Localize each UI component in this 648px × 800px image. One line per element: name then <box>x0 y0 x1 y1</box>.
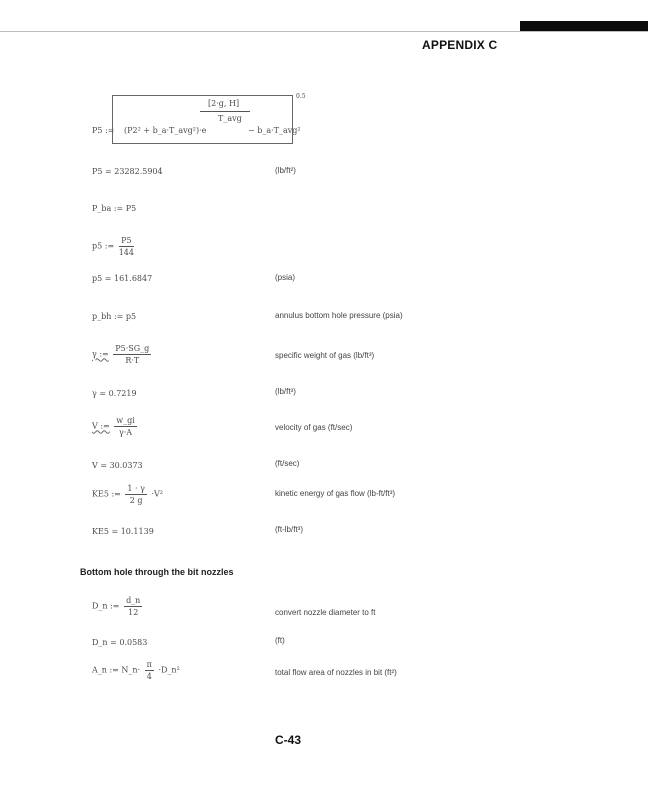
eq-gamma-def-den: R·T <box>125 356 140 365</box>
eq-p5-value: P5 = 23282.5904 <box>92 167 163 176</box>
big-eq-inner: (P2² + b_a·T_avg²)·e <box>124 126 207 135</box>
eq-velocity-def-fraction <box>114 416 137 437</box>
eq-p5-def <box>92 236 136 257</box>
eq-velocity-def-num: w_gi <box>116 416 135 425</box>
note-gamma-units: (lb/ft³) <box>275 387 296 396</box>
eq-ke-def-fraction <box>125 484 147 505</box>
eq-ke-value: KE5 = 10.1139 <box>92 527 154 536</box>
eq-dn-def-fraction <box>124 596 142 617</box>
eq-gamma-def-num: P5·SG_g <box>115 344 150 353</box>
note-nozzle-diameter: convert nozzle diameter to ft <box>275 608 376 617</box>
appendix-title: APPENDIX C <box>422 38 498 52</box>
note-psia: (psia) <box>275 273 296 282</box>
eq-an-def-den: 4 <box>146 672 152 681</box>
eq-an-def-fraction <box>145 660 154 681</box>
eq-pbh: p_bh := p5 <box>92 312 137 321</box>
eq-ke-def-num: 1 · γ <box>127 484 145 493</box>
eq-p5-def-den: 144 <box>118 248 134 257</box>
note-velocity-units: (ft/sec) <box>275 459 300 468</box>
big-eq-tail: − b_a·T_avg² <box>248 126 301 135</box>
eq-velocity-def-lhs: V := <box>92 421 110 431</box>
eq-ke-def-tail: ·V² <box>151 489 163 499</box>
eq-dn-value: D_n = 0.0583 <box>92 638 148 647</box>
big-eq-fraction-line <box>200 111 250 112</box>
big-eq-bracket-right <box>286 95 293 144</box>
eq-gamma-def-fraction <box>113 344 151 365</box>
eq-gamma-value: γ = 0.7219 <box>92 389 137 398</box>
eq-ke-def <box>92 484 163 505</box>
eq-velocity-def-den: γ·A <box>118 428 133 437</box>
page-number: C-43 <box>275 733 302 747</box>
big-eq-bracket <box>112 95 293 144</box>
note-p5-units: (lb/ft²) <box>275 166 296 175</box>
big-eq-lhs: P5 := <box>92 126 115 135</box>
note-velocity: velocity of gas (ft/sec) <box>275 423 353 432</box>
eq-gamma-def-lhs: γ := <box>92 349 109 359</box>
note-dn-units: (ft) <box>275 636 285 645</box>
eq-velocity-value: V = 30.0373 <box>92 461 143 470</box>
eq-gamma-def <box>92 344 153 365</box>
big-eq-top-num: [2·g, H] <box>208 99 240 108</box>
eq-dn-def <box>92 596 144 617</box>
section-title: Bottom hole through the bit nozzles <box>80 567 234 577</box>
eq-dn-def-den: 12 <box>128 608 139 617</box>
note-kinetic-energy: kinetic energy of gas flow (lb-ft/ft³) <box>275 489 396 498</box>
eq-p5-def-num: P5 <box>119 236 134 247</box>
eq-an-def-tail: ·D_n² <box>158 665 180 675</box>
eq-ke-def-den: 2 g <box>129 496 143 505</box>
eq-dn-def-lhs: D_n := <box>92 601 120 611</box>
note-specific-weight: specific weight of gas (lb/ft³) <box>275 351 375 360</box>
header-rule <box>0 31 648 32</box>
eq-p5-psia-value: p5 = 161.6847 <box>92 274 153 283</box>
note-annulus-pressure: annulus bottom hole pressure (psia) <box>275 311 403 320</box>
eq-p5-def-fraction <box>119 236 134 257</box>
eq-an-def <box>92 660 180 681</box>
big-eq-exponent: 0.5 <box>296 93 306 100</box>
eq-p5-def-lhs: p5 := <box>92 241 115 251</box>
eq-an-def-lhs: A_n := N_n· <box>92 665 141 675</box>
eq-dn-def-num: d_n <box>126 596 141 605</box>
eq-an-def-num: π <box>146 660 152 669</box>
eq-velocity-def <box>92 416 139 437</box>
eq-ke-def-lhs: KE5 := <box>92 489 121 499</box>
note-flow-area: total flow area of nozzles in bit (ft²) <box>275 668 397 677</box>
note-ke-units: (ft-lb/ft³) <box>275 525 303 534</box>
big-eq-top-den: T_avg <box>218 114 242 123</box>
eq-pba: P_ba := P5 <box>92 204 137 213</box>
